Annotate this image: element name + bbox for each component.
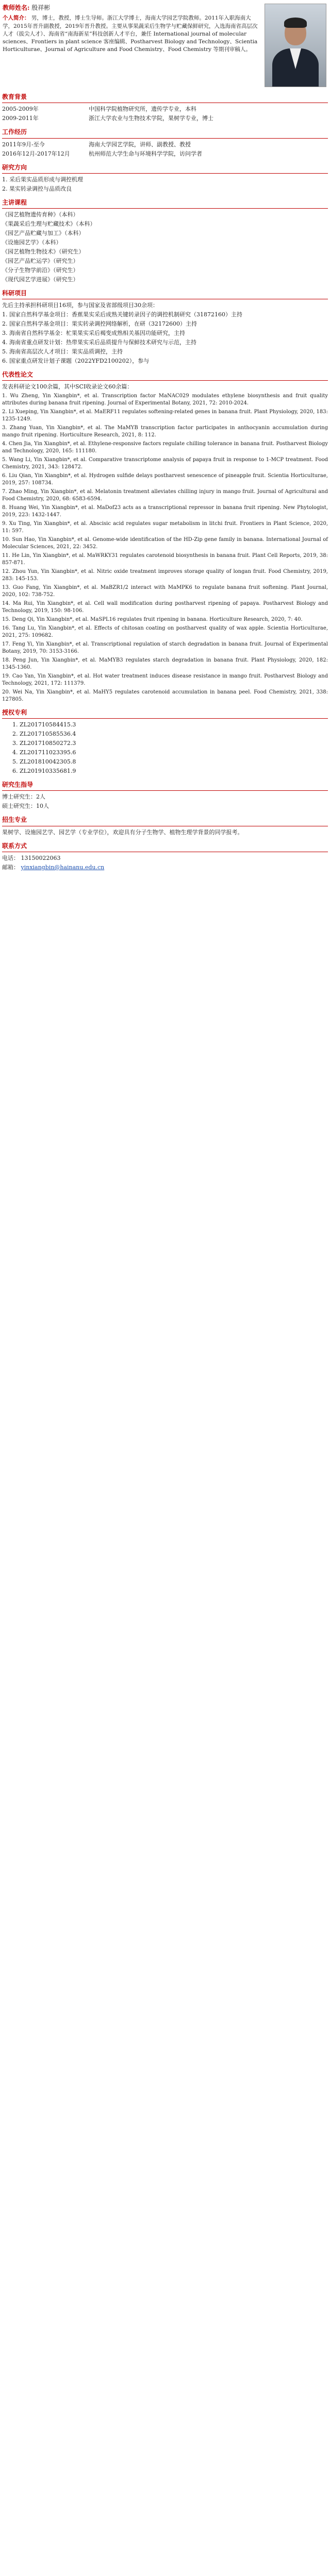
research-title: 研究方向 (2, 163, 328, 174)
paper-item: 5. Wang Li, Yin Xiangbin*, et al. Comparative transcriptome analysis of papaya fruit in response to 1-MCP treatment. Food Chemistry, 2021, 343: 128472. (2, 456, 328, 470)
course-item: 《园艺产品贮藏与加工》（本科） (2, 230, 85, 237)
recruit-title: 招生专业 (2, 816, 328, 826)
project-item: 5. 海南省高层次人才项目：果实品质调控，主持 (2, 348, 123, 355)
students-title: 研究生指导 (2, 781, 328, 791)
name-label: 教师姓名: (3, 4, 30, 11)
paper-item: 4. Chen Jia, Yin Xiangbin*, et al. Ethylene-responsive factors regulate chilling tolerance in banana fruit. Postharvest Biology and Technology, 2020, 165: 111180. (2, 440, 328, 454)
paper-item: 12. Zhou Yun, Yin Xiangbin*, et al. Nitric oxide treatment improves storage quality of longan fruit. Food Chemistry, 2019, 283: 145-153. (2, 568, 328, 582)
paper-item: 7. Zhao Ming, Yin Xiangbin*, et al. Melatonin treatment alleviates chilling injury in mango fruit. Journal of Agricultural and Food Chemistry, 2020, 68: 6583-6594. (2, 488, 328, 502)
education-section (2, 93, 328, 123)
work-date: 2016年12月-2017年12月 (2, 150, 70, 157)
patent-item: 2. ZL201710585536.4 (12, 731, 76, 738)
paper-item: 18. Peng Jun, Yin Xiangbin*, et al. MaMYB3 regulates starch degradation in banana fruit. Plant Physiology, 2020, 182: 1345-1360. (2, 657, 328, 670)
patent-item: 1. ZL201710584415.3 (12, 721, 76, 728)
education-text: 浙江大学农业与生物技术学院，果树学专业，博士 (89, 115, 213, 122)
teacher-name: 殷祥彬 (31, 4, 51, 11)
paper-item: 19. Cao Yan, Yin Xiangbin*, et al. Hot water treatment induces disease resistance in mango fruit. Postharvest Biology and Technology, 2021, 172: 111379. (2, 673, 328, 686)
course-item: 《分子生物学前沿》（研究生） (2, 266, 79, 274)
work-title: 工作经历 (2, 128, 328, 138)
profile-photo (265, 4, 326, 87)
education-date: 2009-2011年 (2, 115, 39, 122)
project-item: 3. 海南省自然科学基金：杧果果实采后褐变成熟相关基因功能研究，主持 (2, 329, 185, 336)
course-item: 《园艺产品贮运学》（研究生） (2, 257, 79, 264)
paper-item: 2. Li Xueping, Yin Xiangbin*, et al. MaERF11 regulates softening-related genes in banana fruit. Plant Physiology, 2020, 183: 1235-1249. (2, 409, 328, 422)
patent-item: 3. ZL201710850272.3 (12, 740, 76, 747)
papers-intro: 发表科研论文100余篇，其中SCI收录论文60余篇： (2, 383, 133, 391)
course-item: 《园艺植物生物技术》（研究生） (2, 248, 85, 255)
recruit-section (2, 816, 328, 836)
project-item: 2. 国家自然科学基金项目：果实转录调控网络解析，在研（32172600）主持 (2, 320, 197, 327)
profile-text (2, 3, 260, 88)
projects-section (2, 289, 328, 365)
paper-item: 6. Liu Qian, Yin Xiangbin*, et al. Hydrogen sulfide delays postharvest senescence of pineapple fruit. Scientia Horticulturae, 2019, 257: 108734. (2, 472, 328, 486)
project-item: 6. 国家重点研发计划子课题（2022YFD2100202），参与 (2, 357, 150, 364)
work-text: 海南大学园艺学院，讲师、副教授、教授 (89, 141, 191, 148)
recruit-text: 果树学、设施园艺学、园艺学（专业学位），欢迎具有分子生物学、植物生理学背景的同学报考。 (2, 828, 243, 836)
paper-item: 16. Tang Lu, Yin Xiangbin*, et al. Effects of chitosan coating on postharvest quality of wax apple. Scientia Horticulturae, 2021, 275: 109682. (2, 625, 328, 638)
paper-item: 8. Huang Wei, Yin Xiangbin*, et al. MaDof23 acts as a transcriptional repressor in banana fruit ripening. New Phytologist, 2019, 223: 1432-1447. (2, 504, 328, 518)
course-item: 《果蔬采后生理与贮藏技术》（本科） (2, 221, 96, 228)
email-label: 邮箱： (2, 863, 19, 871)
patent-item: 6. ZL201910335681.9 (12, 768, 76, 775)
paper-item: 20. Wei Na, Yin Xiangbin*, et al. MaHY5 regulates carotenoid accumulation in banana peel. Food Chemistry, 2021, 338: 127805. (2, 689, 328, 702)
education-row (2, 105, 328, 113)
paper-item: 13. Guo Fang, Yin Xiangbin*, et al. MaBZR1/2 interact with MaMPK6 to regulate banana fruit softening. Plant Journal, 2020, 102: 738-752. (2, 584, 328, 598)
intro-text: 男，博士，教授，博士生导师。浙江大学博士，海南大学园艺学院教师。2011年入职海南大学，2015年晋升副教授，2019年晋升教授。主要从事果蔬采后生物学与贮藏保鲜研究，入选海南省高层次人才（拔尖人才）、海南省“南海新星”科技创新人才平台，兼任 International journal of molecular sciences、Frontiers in plant science 客座编辑、Postharvest Biology and Technology、Scientia Horticulturae、Journal of Agriculture and Food Chemistry、Food Chemistry 等期刊审稿人。 (3, 15, 258, 53)
course-item: 《园艺植物遗传育种》（本科） (2, 211, 79, 218)
project-item: 4. 海南省重点研发计划：热带果实采后品质提升与保鲜技术研究与示范，主持 (2, 338, 196, 346)
papers-title: 代表性论文 (2, 370, 328, 381)
patents-title: 授权专利 (2, 708, 328, 719)
teaching-title: 主讲课程 (2, 198, 328, 209)
research-item: 2. 果实转录调控与品质改良 (2, 185, 72, 192)
work-text: 杭州师范大学生命与环境科学学院，访问学者 (89, 150, 202, 157)
email-link[interactable]: yinxiangbin@hainanu.edu.cn (21, 863, 105, 871)
project-item: 1. 国家自然科学基金项目：香蕉果实采后成熟关键转录因子的调控机制研究（31872160）主持 (2, 311, 242, 318)
profile-header (2, 3, 328, 88)
work-row (2, 150, 328, 158)
phone-number[interactable]: 13150022063 (21, 854, 61, 861)
patent-item: 5. ZL201810042305.8 (12, 758, 76, 766)
paper-item: 1. Wu Zheng, Yin Xiangbin*, et al. Transcription factor MaNAC029 modulates ethylene biosynthesis and fruit quality attributes during banana fruit ripening. Journal of Experimental Botany, 2021, 72: 2010-2024. (2, 393, 328, 406)
students-section (2, 781, 328, 810)
paper-item: 10. Sun Hao, Yin Xiangbin*, et al. Genome-wide identification of the HD-Zip gene family in banana. International Journal of Molecular Sciences, 2021, 22: 3452. (2, 536, 328, 550)
paper-item: 3. Zhang Yuan, Yin Xiangbin*, et al. The MaMYB transcription factor participates in anthocyanin accumulation during mango fruit ripening. Horticulture Research, 2021, 8: 112. (2, 425, 328, 438)
teaching-section (2, 198, 328, 284)
contact-title: 联系方式 (2, 842, 328, 852)
projects-title: 科研项目 (2, 289, 328, 299)
intro-label: 个人简介： (3, 15, 30, 22)
phone-label: 电话： (2, 854, 19, 861)
paper-item: 11. He Lin, Yin Xiangbin*, et al. MaWRKY31 regulates carotenoid biosynthesis in banana fruit. Plant Cell Reports, 2019, 38: 857-871. (2, 552, 328, 566)
paper-item: 9. Xu Ting, Yin Xiangbin*, et al. Abscisic acid regulates sugar metabolism in litchi fruit. Frontiers in Plant Science, 2020, 11: 597. (2, 520, 328, 534)
paper-list (2, 393, 328, 703)
papers-section (2, 370, 328, 703)
paper-item: 15. Deng Qi, Yin Xiangbin*, et al. MaSPL16 regulates fruit ripening in banana. Horticulture Research, 2020, 7: 40. (2, 616, 303, 622)
student-item: 博士研究生：2人 (2, 793, 45, 801)
patent-item: 4. ZL201711023395.6 (12, 749, 76, 756)
patents-section (2, 708, 328, 775)
work-row (2, 141, 328, 149)
course-item: 《现代园艺学进展》（研究生） (2, 276, 79, 283)
education-title: 教育背景 (2, 93, 328, 103)
course-item: 《设施园艺学》（本科） (2, 239, 62, 246)
research-item: 1. 采后果实品质形成与调控机理 (2, 176, 83, 183)
education-row (2, 114, 328, 123)
work-date: 2011年9月-至今 (2, 141, 45, 148)
contact-section (2, 842, 328, 872)
education-date: 2005-2009年 (2, 106, 39, 113)
teacher-profile-page (2, 0, 328, 878)
research-section (2, 163, 328, 193)
projects-intro: 先后主持承担科研项目16项，参与国家及省部级项目30余项： (2, 302, 158, 309)
student-item: 硕士研究生：10人 (2, 803, 49, 810)
paper-item: 14. Ma Rui, Yin Xiangbin*, et al. Cell wall modification during postharvest ripening of papaya. Postharvest Biology and Technology, 2019, 150: 98-106. (2, 600, 328, 614)
work-section (2, 128, 328, 158)
paper-item: 17. Feng Yi, Yin Xiangbin*, et al. Transcriptional regulation of starch degradation in banana fruit. Journal of Experimental Botany, 2019, 70: 3153-3166. (2, 641, 328, 654)
education-text: 中国科学院植物研究所，遗传学专业，本科 (89, 106, 196, 113)
